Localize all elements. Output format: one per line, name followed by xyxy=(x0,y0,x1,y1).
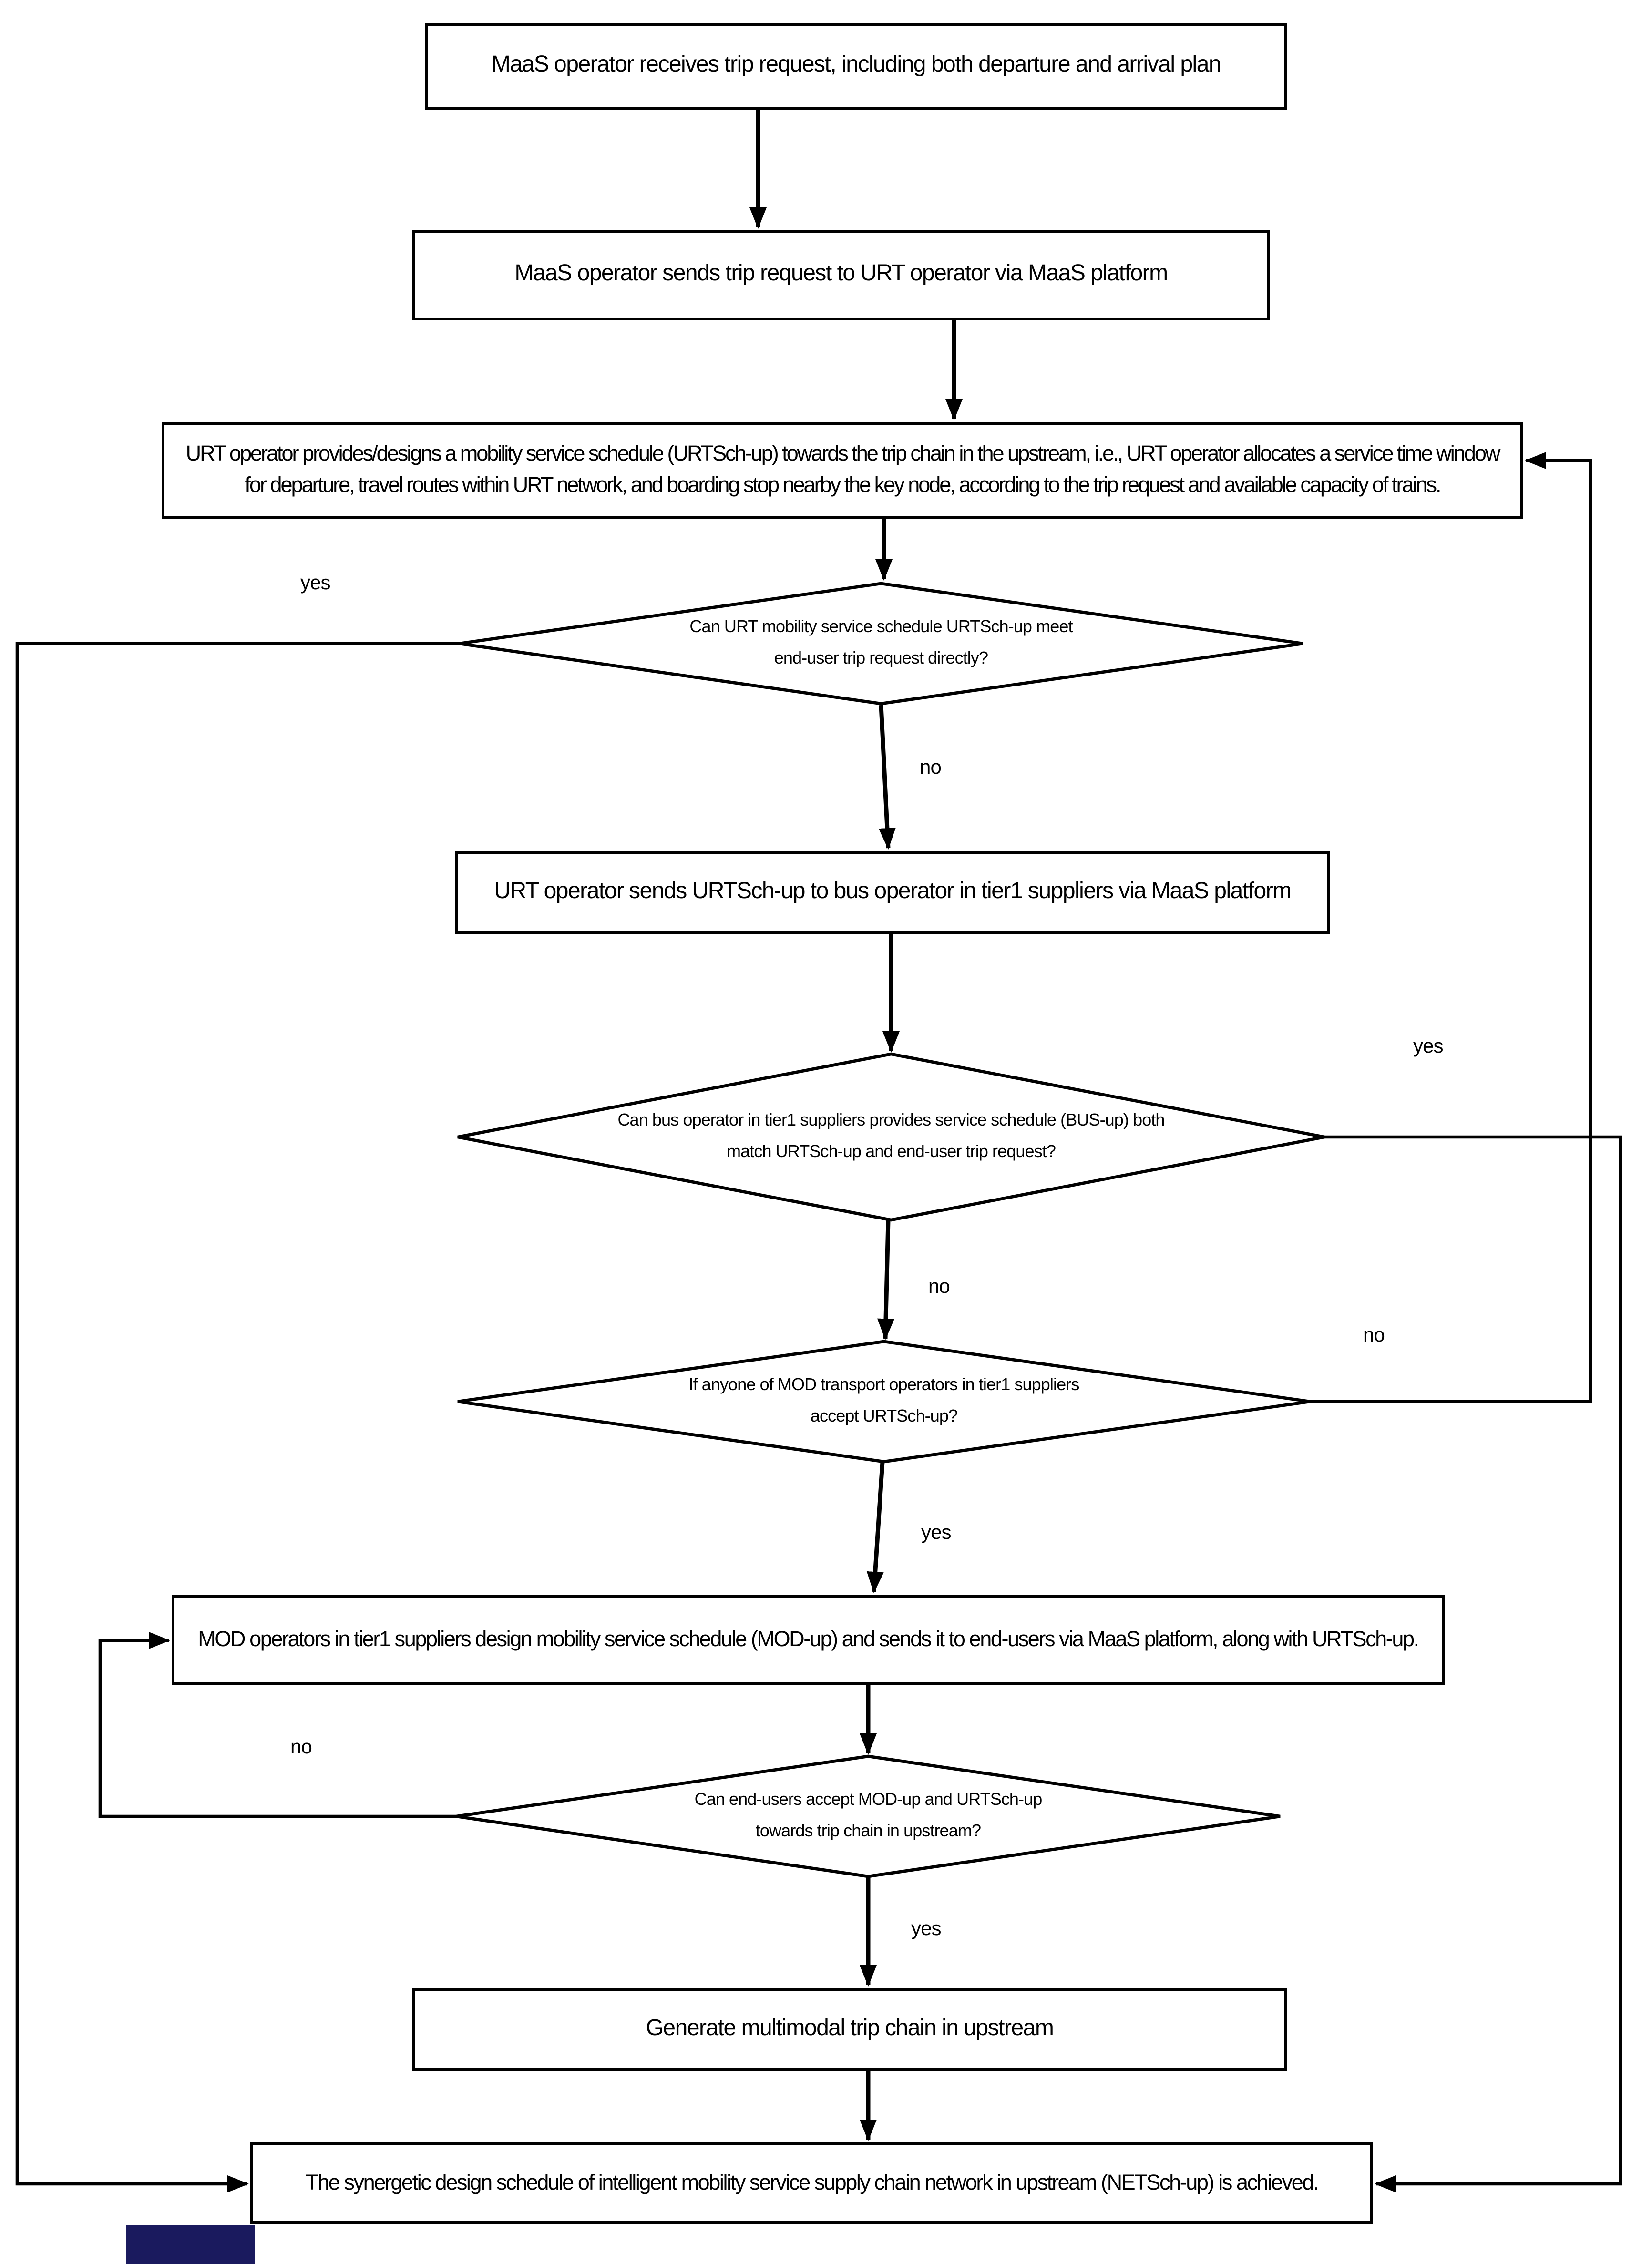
diamond-urt-meets-request xyxy=(589,601,1173,686)
diamond-bus-schedule-match-line1: Can bus operator in tier1 suppliers provides service schedule (BUS-up) both xyxy=(617,1110,1165,1131)
path-decision3-no-to-urt-design xyxy=(1310,461,1590,1402)
edge-label-decision1-yes: yes xyxy=(300,571,330,594)
box-mod-design-schedule xyxy=(172,1595,1445,1685)
edge-label-decision3-no: no xyxy=(1363,1323,1385,1346)
edge-label-decision3-yes: yes xyxy=(921,1520,951,1543)
diamond-endusers-accept xyxy=(576,1773,1160,1859)
edge-label-decision4-no: no xyxy=(290,1735,312,1758)
box-netsch-achieved xyxy=(250,2142,1373,2224)
edge-label-decision2-yes: yes xyxy=(1413,1034,1443,1057)
box-maas-sends-request-label: MaaS operator sends trip request to URT operator via MaaS platform xyxy=(514,262,1168,287)
diamond-bus-schedule-match-line2: match URTSch-up and end-user trip request? xyxy=(727,1141,1056,1161)
path-decision1-yes-to-final-left xyxy=(17,644,459,2184)
diamond-mod-accept-line1: If anyone of MOD transport operators in tier1 suppliers xyxy=(688,1375,1079,1395)
arrow-decision1-no-to-send-bus xyxy=(881,705,888,848)
arrow-decision3-yes-to-mod xyxy=(874,1462,882,1592)
diamond-bus-schedule-match xyxy=(569,1094,1213,1180)
diamond-mod-accept-line2: accept URTSch-up? xyxy=(810,1406,958,1426)
box-generate-trip-chain xyxy=(412,1988,1287,2071)
bottom-left-artifact xyxy=(126,2225,255,2264)
box-netsch-achieved-label: The synergetic design schedule of intelligent mobility service supply chain network in upstream (NETSch-up) is achieved. xyxy=(305,2171,1318,2195)
edge-label-decision1-no: no xyxy=(920,755,941,778)
box-maas-receives-request xyxy=(425,23,1287,110)
arrow-decision2-no-to-decision3 xyxy=(885,1220,888,1339)
diamond-endusers-accept-line1: Can end-users accept MOD-up and URTSch-up xyxy=(694,1790,1042,1810)
box-mod-design-schedule-label: MOD operators in tier1 suppliers design mobility service schedule (MOD-up) and sends it to end-users via MaaS platform, along with URTSch-up. xyxy=(198,1627,1418,1652)
edge-label-decision2-no: no xyxy=(928,1274,950,1297)
edge-label-decision4-yes: yes xyxy=(911,1916,941,1939)
diamond-urt-meets-request-line1: Can URT mobility service schedule URTSch-up meet xyxy=(689,617,1073,637)
box-urt-sends-to-bus-label: URT operator sends URTSch-up to bus operator in tier1 suppliers via MaaS platform xyxy=(494,879,1291,903)
box-urt-designs-schedule-label: URT operator provides/designs a mobility service schedule (URTSch-up) towards the trip chain in the upstream, i.e., URT operator allocates a service time window for departure, travel routes within URT network, and boarding stop nearby the key node, according to the trip request and available capacity of trains. xyxy=(185,442,1499,498)
diamond-urt-meets-request-line2: end-user trip request directly? xyxy=(774,648,988,668)
box-generate-trip-chain-label: Generate multimodal trip chain in upstream xyxy=(646,2016,1054,2040)
box-urt-sends-to-bus xyxy=(455,851,1330,934)
diamond-mod-accept xyxy=(592,1359,1176,1444)
box-maas-receives-request-label: MaaS operator receives trip request, including both departure and arrival plan xyxy=(491,53,1221,78)
diamond-endusers-accept-line2: towards trip chain in upstream? xyxy=(755,1821,981,1841)
box-maas-sends-request xyxy=(412,230,1270,320)
box-urt-designs-schedule xyxy=(162,422,1523,519)
